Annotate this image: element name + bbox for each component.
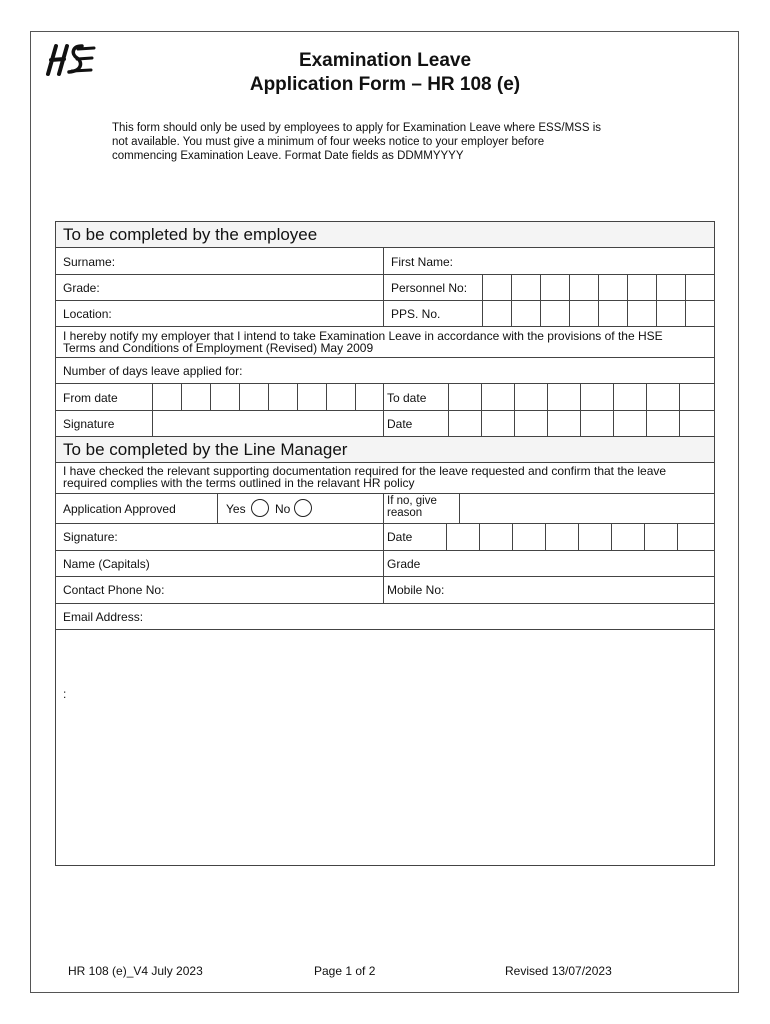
name-capitals-field[interactable] (161, 551, 382, 575)
application-approved-label: Application Approved (63, 502, 176, 516)
to-date-field[interactable] (449, 384, 714, 409)
to-date-label: To date (387, 391, 427, 405)
employee-section-heading: To be completed by the employee (63, 225, 318, 244)
grade-field[interactable] (126, 275, 382, 299)
declaration-text (63, 330, 708, 354)
contact-phone-label: Contact Phone No: (63, 583, 165, 597)
manager-signature-field[interactable] (126, 524, 382, 549)
confirmation-line: required complies with the terms outlined in the relavant HR policy (63, 476, 415, 490)
column-divider (217, 493, 218, 523)
comments-area[interactable] (57, 630, 713, 864)
intro-text (112, 121, 672, 163)
employee-signature-field[interactable] (153, 411, 382, 435)
form-code: HR 108 (e)_V4 July 2023 (68, 964, 203, 978)
row-divider (56, 326, 714, 327)
mobile-label: Mobile No: (387, 583, 445, 597)
no-label: No (275, 502, 291, 516)
page-number: Page 1 of 2 (314, 964, 376, 978)
surname-field[interactable] (151, 248, 382, 273)
manager-date-label: Date (387, 530, 413, 544)
declaration-line: Terms and Conditions of Employment (Revised) May 2009 (63, 341, 374, 355)
application-form (55, 221, 715, 866)
employee-signature-label: Signature (63, 417, 115, 431)
days-leave-field[interactable] (271, 358, 714, 382)
location-field[interactable] (126, 301, 382, 325)
from-date-label: From date (63, 391, 118, 405)
employee-date-field[interactable] (449, 411, 714, 435)
manager-grade-field[interactable] (428, 551, 714, 575)
intro-line: not available. You must give a minimum of four weeks notice to your employer before (112, 136, 545, 148)
manager-date-field[interactable] (447, 524, 714, 549)
email-field[interactable] (156, 604, 714, 628)
first-name-field[interactable] (466, 248, 714, 273)
yes-label: Yes (226, 502, 246, 516)
personnel-no-field[interactable] (483, 275, 714, 299)
pps-no-field[interactable] (483, 301, 714, 325)
first-name-label: First Name: (391, 255, 454, 269)
manager-signature-label: Signature: (63, 530, 118, 544)
reason-line: reason (387, 507, 423, 519)
location-label: Location: (63, 307, 112, 321)
surname-label: Surname: (63, 255, 116, 269)
reason-label (387, 495, 437, 519)
row-divider (56, 436, 714, 437)
confirmation-line: I have checked the relevant supporting documentation required for the leave requested and confirm that the leave (63, 464, 667, 478)
form-title: Examination Leave (298, 50, 472, 71)
mobile-field[interactable] (456, 577, 714, 602)
approved-yes-radio[interactable] (251, 499, 269, 517)
revised-date: Revised 13/07/2023 (505, 964, 612, 978)
employee-date-label: Date (387, 417, 413, 431)
days-leave-label: Number of days leave applied for: (63, 364, 243, 378)
form-subtitle: Application Form – HR 108 (e) (249, 74, 521, 95)
reason-field[interactable] (460, 494, 714, 522)
comments-colon: : (63, 687, 67, 701)
from-date-field[interactable] (153, 384, 382, 409)
declaration-line: I hereby notify my employer that I intend to take Examination Leave in accordance with the provisions of the HSE (63, 329, 663, 343)
personnel-no-label: Personnel No: (391, 281, 468, 295)
grade-label: Grade: (63, 281, 100, 295)
intro-line: commencing Examination Leave. Format Date fields as DDMMYYYY (112, 150, 464, 162)
manager-grade-label: Grade (387, 557, 421, 571)
approved-no-radio[interactable] (294, 499, 312, 517)
email-label: Email Address: (63, 610, 144, 624)
column-divider (383, 383, 384, 436)
pps-no-label: PPS. No. (391, 307, 441, 321)
intro-line: This form should only be used by employees to apply for Examination Leave where ESS/MSS is (112, 122, 601, 134)
manager-section-heading: To be completed by the Line Manager (63, 440, 348, 459)
contact-phone-field[interactable] (176, 577, 382, 602)
row-divider (56, 462, 714, 463)
reason-line: If no, give (387, 495, 437, 507)
manager-confirmation-text (63, 465, 708, 489)
name-capitals-label: Name (Capitals) (63, 557, 150, 571)
column-divider (383, 493, 384, 603)
column-divider (383, 247, 384, 326)
